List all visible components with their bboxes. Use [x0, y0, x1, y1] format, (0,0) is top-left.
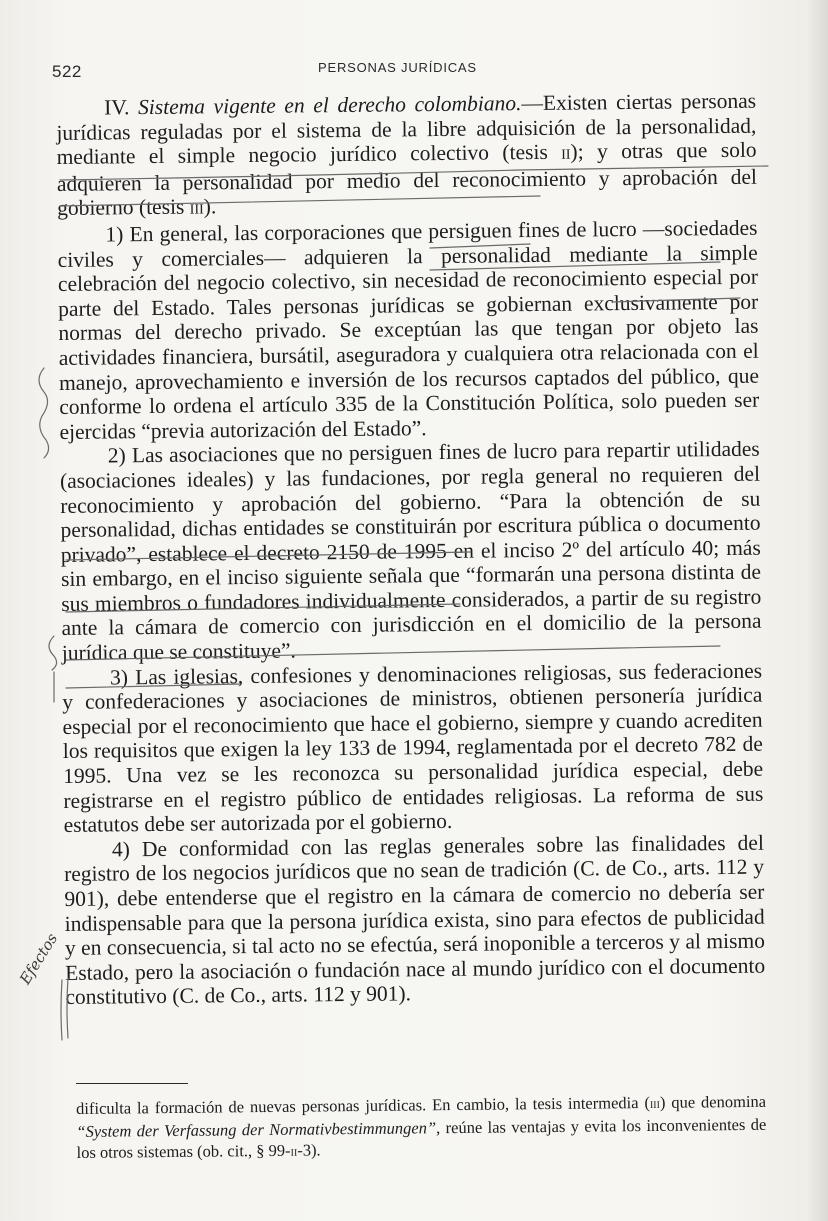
footnote-italic-title: “System der Verfassung der Normativbestimmungen” [76, 1118, 437, 1141]
spine-shadow [806, 0, 828, 1221]
footnote-divider [76, 1083, 188, 1084]
section-heading-title: Sistema vigente en el derecho colombiano. [137, 91, 522, 120]
paragraph-3: 3) Las iglesias, confesiones y denominaciones religiosas, sus federaciones y confederaciones y asociaciones de ministros, obtienen personería jurídica especial por el reconocimiento que hace el gobierno, siempre y cuando acrediten los requisitos que exigen la ley 133 de 1994, reglamentada por el decreto 782 de 1995. Una vez se les reconozca su personalidad jurídica especial, debe registrarse en el registro público de entidades religiosas. La reforma de sus estatutos debe ser autorizada por el gobierno. [62, 658, 764, 838]
paragraph-section-iv: IV. Sistema vigente en el derecho colombiano.—Existen ciertas personas jurídicas reguladas por el sistema de la libre adquisición de la personalidad, mediante el simple negocio jurídico colectivo (tesis ii); y otras que solo adquieren la personalidad por medio del reconocimiento y aprobación del gobierno (tesis iii). [56, 88, 758, 221]
page-number: 522 [52, 62, 82, 81]
running-head: PERSONAS JURÍDICAS [318, 60, 477, 75]
footnote [76, 1091, 767, 1165]
margin-double-line-a [61, 980, 62, 1040]
footnote-text: dificulta la formación de nuevas personas jurídicas. En cambio, la tesis intermedia (iii) que denomina “System der Verfassung der Normativbestimmungen”, reúne las ventajas y evita los inconvenientes de los otros sistemas (ob. cit., § 99-ii-3). [76, 1091, 767, 1162]
paragraph-1: 1) En general, las corporaciones que persiguen fines de lucro —sociedades civiles y comerciales— adquieren la personalidad mediante la simple celebración del negocio colectivo, sin necesidad de reconocimiento especial por parte del Estado. Tales personas jurídicas se gobiernan exclusivamente por normas del derecho privado. Se exceptúan las que tengan por objeto las actividades financiera, bursátil, aseguradora y cualquiera otra relacionada con el manejo, aprovechamiento e inversión de los recursos captados del público, que conforme lo ordena el artículo 335 de la Constitución Política, solo pueden ser ejercidas “previa autorización del Estado”. [57, 215, 760, 444]
section-heading-number: IV. [103, 95, 139, 120]
margin-bracket-2 [49, 636, 57, 670]
margin-bracket-1 [39, 368, 49, 458]
handwritten-note: Efectos [16, 930, 62, 988]
paragraph-4: 4) De conformidad con las reglas generales sobre las finalidades del registro de los negocios jurídicos que no sean de tradición (C. de Co., arts. 112 y 901), debe entenderse que el registro en la cámara de comercio no debería ser indispensable para que la persona jurídica exista, sino para efectos de publicidad y en consecuencia, si tal acto no se efectúa, será inoponible a terceros y al mismo Estado, pero la asociación o fundación nace al mundo jurídico con el documento constitutivo (C. de Co., arts. 112 y 901). [64, 830, 766, 1010]
paragraph-2: 2) Las asociaciones que no persiguen fines de lucro para repartir utilidades (asociaciones ideales) y las fundaciones, por regla general no requieren del reconocimiento y aprobación del gobierno. “Para la obtención de su personalidad, dichas entidades se constituirán por escritura pública o documento privado”, establece el decreto 2150 de 1995 en el inciso 2º del artículo 40; más sin embargo, en el inciso siguiente señala que “formarán una persona distinta de sus miembros o fundadores individualmente considerados, a partir de su registro ante la cámara de comercio con jurisdicción en el domicilio de la persona jurídica que se constituye”. [59, 436, 762, 666]
body-text [56, 89, 766, 1010]
